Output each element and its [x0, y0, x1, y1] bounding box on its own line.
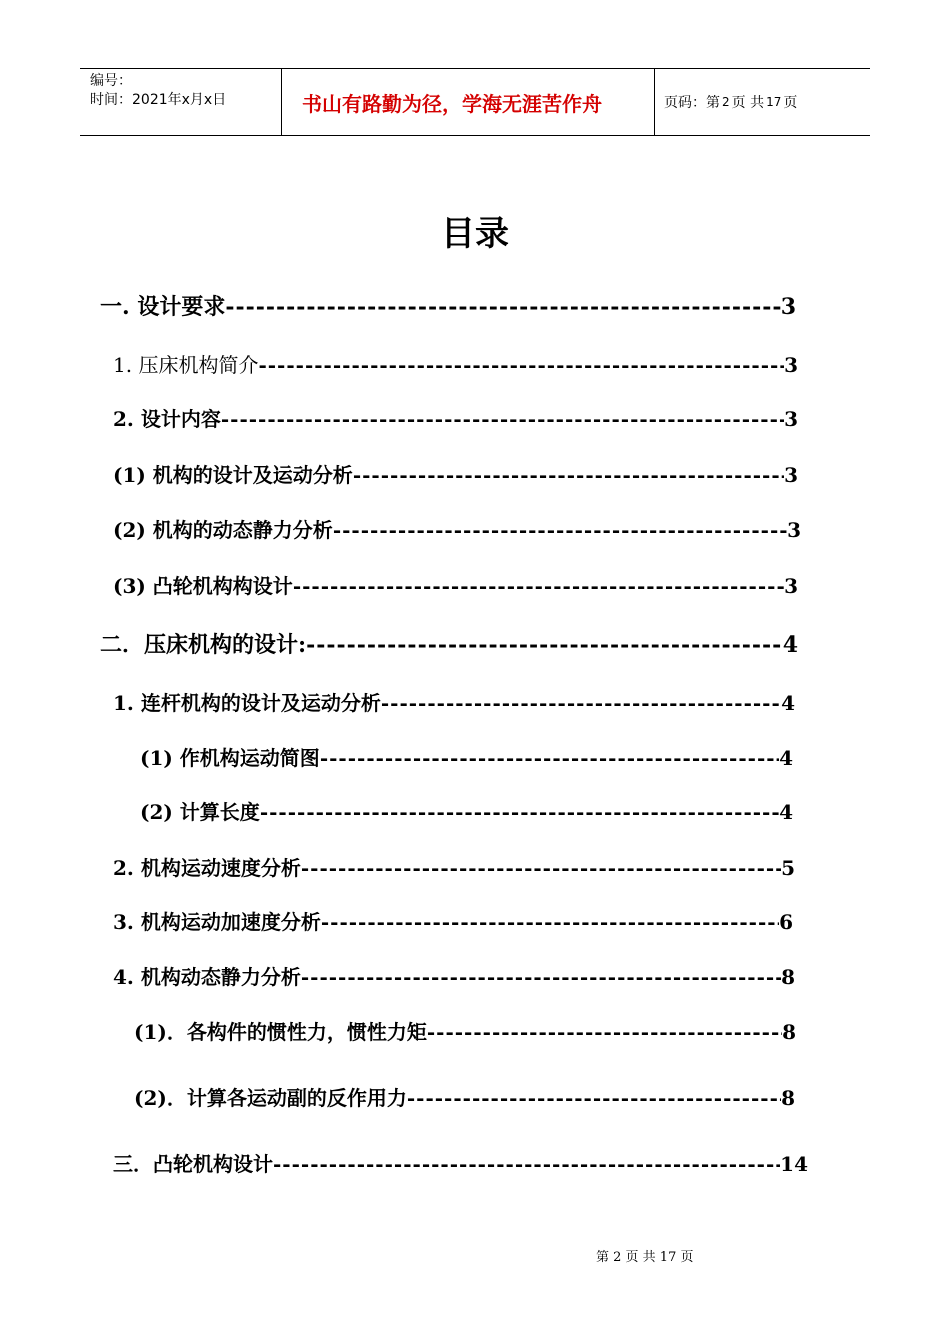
toc-label: (1) 机构的设计及运动分析 — [113, 463, 353, 487]
toc-label: (1) 作机构运动简图 — [140, 746, 320, 770]
page-header — [80, 68, 870, 136]
toc-entry[interactable] — [113, 459, 798, 488]
toc-entry[interactable] — [100, 290, 796, 321]
toc-label: (2) 计算长度 — [140, 800, 260, 824]
toc-entry[interactable] — [113, 852, 795, 881]
dot-leader — [293, 574, 784, 598]
dot-leader — [321, 910, 779, 934]
number-label: 编号： — [90, 73, 132, 89]
header-meta-cell — [80, 69, 282, 135]
toc-entry[interactable] — [140, 742, 793, 771]
page-footer: 第 2 页 共 17 页 — [596, 1250, 694, 1265]
toc-page: 8 — [781, 1086, 795, 1110]
dot-leader — [353, 463, 784, 487]
motto-text: 书山有路勤为径，学海无涯苦作舟 — [302, 91, 602, 116]
toc-label: 二．压床机构的设计: — [100, 632, 307, 658]
toc-entry[interactable] — [134, 1016, 796, 1045]
page-prefix: 页码：第 — [664, 95, 720, 111]
header-page-cell — [655, 69, 870, 135]
dot-leader — [381, 691, 781, 715]
toc-page: 3 — [780, 294, 796, 320]
time-label: 时间：2021年x月x日 — [90, 92, 227, 108]
toc-label: (2)．计算各运动副的反作用力 — [134, 1086, 407, 1110]
toc-page: 4 — [779, 800, 793, 824]
toc-page: 8 — [782, 1020, 796, 1044]
toc-page: 3 — [787, 518, 801, 542]
toc-entry[interactable] — [113, 570, 798, 599]
header-motto-cell — [282, 69, 655, 135]
toc-label: 2. 设计内容 — [113, 407, 221, 431]
page-suffix: 页 — [783, 95, 798, 111]
toc-entry[interactable] — [113, 961, 795, 990]
dot-leader — [273, 1152, 780, 1176]
toc-entry[interactable] — [113, 906, 793, 935]
toc-page: 3 — [784, 463, 798, 487]
toc-label: 1. 压床机构简介 — [113, 353, 259, 377]
toc-label: 三．凸轮机构设计 — [113, 1152, 273, 1176]
toc-page: 3 — [784, 574, 798, 598]
page-mid: 页 共 — [731, 95, 765, 111]
dot-leader — [427, 1020, 782, 1044]
toc-label: 一. 设计要求 — [100, 294, 226, 320]
toc-page: 4 — [781, 691, 795, 715]
toc-page: 6 — [779, 910, 793, 934]
toc-page: 14 — [780, 1152, 808, 1176]
toc-entry[interactable] — [113, 349, 798, 378]
toc-page: 4 — [779, 746, 793, 770]
toc-title: 目录 — [441, 214, 509, 254]
dot-leader — [320, 746, 779, 770]
toc-page: 3 — [784, 407, 798, 431]
page-number: 2 — [722, 95, 730, 109]
toc-label: 1. 连杆机构的设计及运动分析 — [113, 691, 381, 715]
toc-entry[interactable] — [140, 796, 793, 825]
toc-page: 4 — [782, 632, 798, 658]
toc-label: 2. 机构运动速度分析 — [113, 856, 301, 880]
toc-page: 5 — [781, 856, 795, 880]
toc-entry[interactable] — [113, 514, 801, 543]
dot-leader — [225, 294, 780, 320]
dot-leader — [301, 965, 781, 989]
toc-entry[interactable] — [113, 687, 795, 716]
toc-label: (3) 凸轮机构构设计 — [113, 574, 293, 598]
toc-label: 3. 机构运动加速度分析 — [113, 910, 321, 934]
toc-page: 3 — [784, 353, 798, 377]
toc-entry[interactable] — [113, 1148, 808, 1177]
toc-entry[interactable] — [100, 628, 798, 659]
dot-leader — [301, 856, 781, 880]
toc-entry[interactable] — [113, 403, 798, 432]
toc-page: 8 — [781, 965, 795, 989]
dot-leader — [333, 518, 787, 542]
dot-leader — [258, 353, 784, 377]
page-total: 17 — [766, 95, 782, 109]
dot-leader — [407, 1086, 781, 1110]
dot-leader — [260, 800, 779, 824]
dot-leader — [221, 407, 784, 431]
toc-label: 4. 机构动态静力分析 — [113, 965, 301, 989]
dot-leader — [306, 632, 783, 658]
toc-label: (2) 机构的动态静力分析 — [113, 518, 333, 542]
toc-label: (1)．各构件的惯性力，惯性力矩 — [134, 1020, 427, 1044]
toc-entry[interactable] — [134, 1082, 795, 1111]
